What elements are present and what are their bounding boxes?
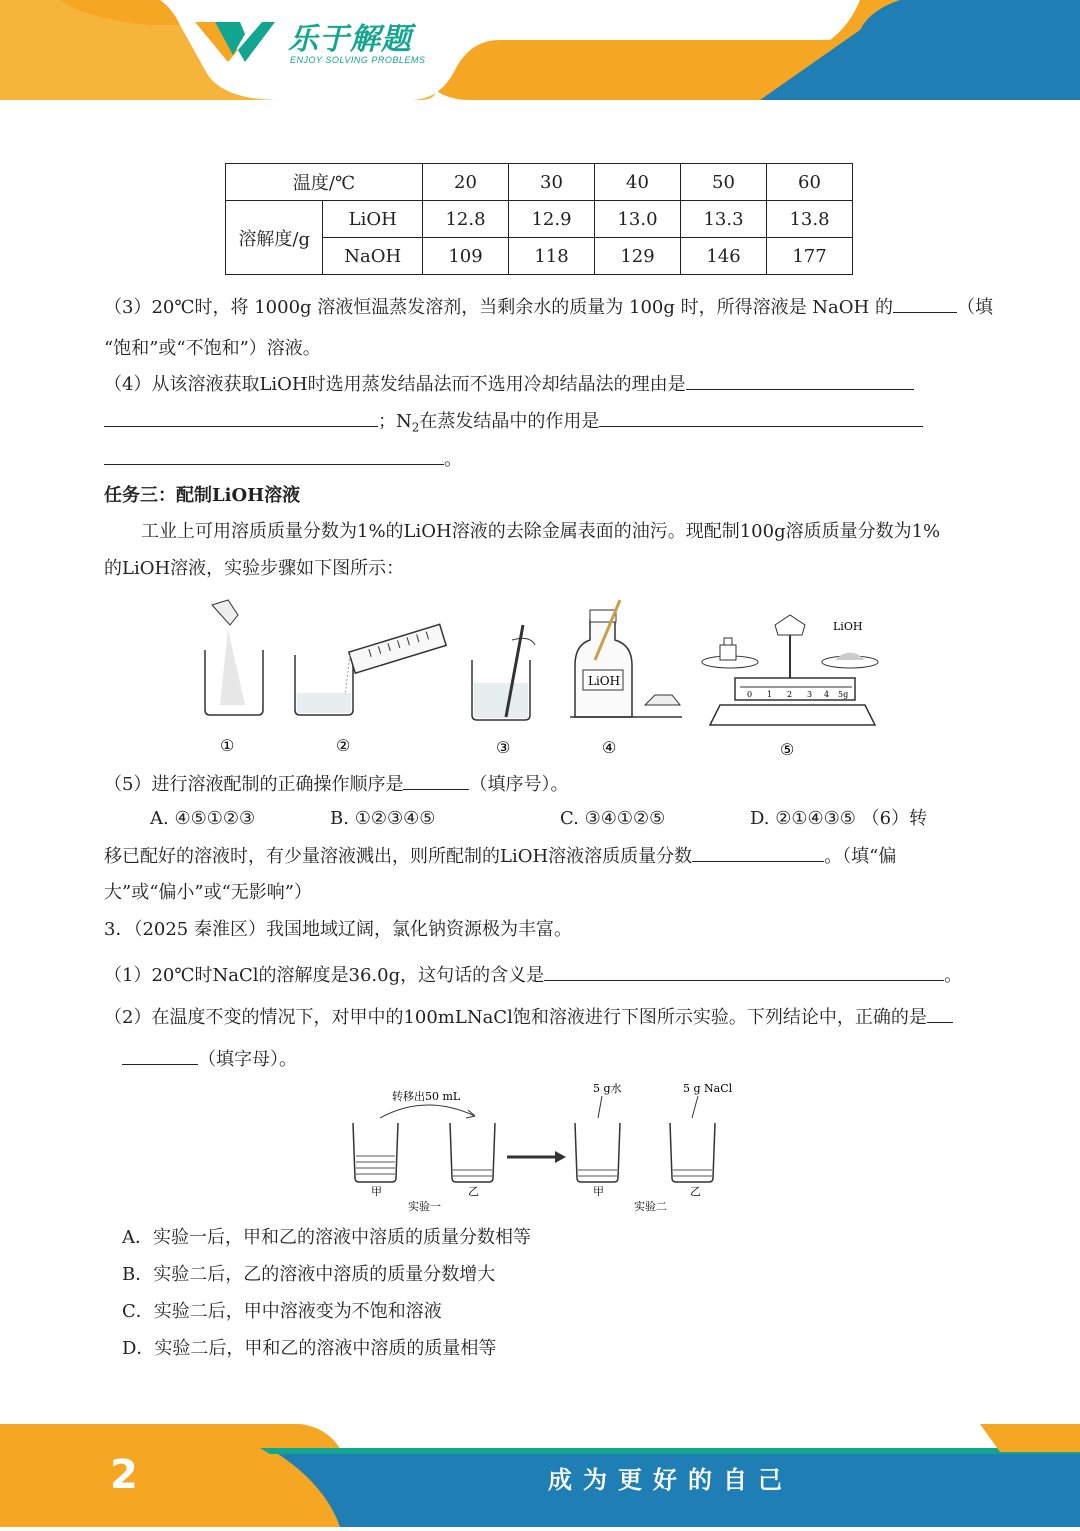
scale-tick: 4 — [824, 690, 830, 699]
table-cell: 177 — [767, 238, 853, 275]
option-text: ④⑤①②③ — [174, 808, 256, 829]
q6-line3: 大”或“偏小”或“无影响”） — [104, 882, 313, 903]
fig-label: ⑤ — [780, 740, 795, 759]
fig-label: ① — [220, 736, 235, 755]
page-header — [0, 0, 1080, 110]
nacl-label: 5 g NaCl — [683, 1082, 733, 1095]
logo-subtitle: ENJOY SOLVING PROBLEMS — [290, 55, 426, 65]
q6-text-end: 。（填“偏 — [824, 846, 897, 867]
table-cell: 13.3 — [681, 201, 767, 238]
q5-option-a[interactable] — [150, 808, 255, 830]
problem3-sub2-line2 — [122, 1048, 297, 1071]
q3-line2: “饱和”或“不饱和”）溶液。 — [104, 338, 321, 359]
q4-line3 — [104, 448, 462, 471]
answer-blank[interactable] — [599, 410, 923, 427]
yi-label: 乙 — [690, 1185, 701, 1198]
problem3-sub1 — [104, 964, 962, 987]
option-text: ②①④③⑤ — [775, 808, 856, 829]
q4-text: （4）从该溶液获取LiOH时选用蒸发结晶法而不选用冷却结晶法的理由是 — [104, 374, 686, 395]
period: 。 — [944, 965, 963, 986]
balance — [702, 615, 878, 759]
nacl-experiment-figure — [340, 1078, 740, 1218]
row-name: NaOH — [323, 238, 423, 275]
q3-text: （3）20℃时，将 1000g 溶液恒温蒸发溶剂，当剩余水的质量为 100g 时，所得溶液是 NaOH 的 — [104, 297, 893, 318]
q6-line2 — [104, 845, 896, 868]
answer-blank[interactable] — [893, 296, 957, 313]
fig-label: ④ — [602, 738, 617, 757]
answer-blank[interactable] — [692, 845, 824, 862]
answer-blank[interactable] — [122, 1048, 198, 1065]
beaker-pour-water — [295, 624, 446, 755]
footer-slogan: 成为更好的自己 — [548, 1466, 793, 1494]
problem3-sub2 — [104, 1006, 953, 1029]
table-cell: 13.0 — [595, 201, 681, 238]
answer-blank[interactable] — [686, 373, 914, 390]
q5-text: （5）进行溶液配制的正确操作顺序是 — [104, 774, 404, 795]
table-cell: 118 — [509, 238, 595, 275]
option-letter: C. — [560, 808, 579, 829]
table-cell: 12.9 — [509, 201, 595, 238]
temp-cell: 50 — [681, 164, 767, 201]
task3-title: 任务三：配制LiOH溶液 — [104, 485, 301, 506]
q4-line2 — [104, 410, 923, 439]
table-cell: 13.8 — [767, 201, 853, 238]
answer-blank[interactable] — [544, 964, 944, 981]
scale-tick: 3 — [807, 690, 813, 699]
q5-text-end: （填序号）。 — [469, 774, 569, 795]
period: 。 — [444, 449, 462, 470]
option-text: ①②③④⑤ — [354, 808, 436, 829]
problem3-title: 3．（2025 秦淮区）我国地域辽阔，氯化钠资源极为丰富。 — [104, 919, 572, 940]
logo-text: 乐于解题 — [288, 22, 412, 57]
problem3-option-d[interactable]: D．实验二后，甲和乙的溶液中溶质的质量相等 — [122, 1338, 497, 1359]
header-banner — [0, 0, 1080, 110]
q4-text: 在蒸发结晶中的作用是 — [419, 411, 600, 432]
solubility-label: 溶解度/g — [226, 201, 323, 275]
temp-cell: 20 — [423, 164, 509, 201]
q6-start: （6）转 — [861, 808, 928, 829]
q3-line1 — [104, 296, 993, 319]
exp2-label: 实验二 — [634, 1200, 667, 1213]
temp-header: 温度/℃ — [226, 164, 423, 201]
yi-label: 乙 — [468, 1185, 479, 1198]
fig-label: ② — [336, 736, 351, 755]
fig-label: ③ — [496, 738, 511, 757]
sub1-text: （1）20℃时NaCl的溶解度是36.0g，这句话的含义是 — [104, 965, 545, 986]
table-cell: 109 — [423, 238, 509, 275]
balance-label: LiOH — [833, 620, 863, 633]
beaker-stirring — [472, 625, 535, 757]
q6-text: 移已配好的溶液时，有少量溶液溅出，则所配制的LiOH溶液溶质质量分数 — [104, 846, 693, 867]
option-letter: B. — [330, 808, 349, 829]
row-name: LiOH — [323, 201, 423, 238]
temp-cell: 60 — [767, 164, 853, 201]
q5-option-d[interactable] — [750, 808, 927, 830]
problem3-option-a[interactable]: A．实验一后，甲和乙的溶液中溶质的质量分数相等 — [122, 1227, 531, 1248]
transfer-label: 转移出50 mL — [392, 1090, 461, 1103]
reagent-bottle — [570, 600, 682, 757]
lioh-prep-figure — [190, 595, 890, 765]
footer-banner — [0, 1424, 1080, 1527]
page-number: 2 — [110, 1452, 138, 1498]
problem3-option-b[interactable]: B．实验二后，乙的溶液中溶质的质量分数增大 — [122, 1264, 496, 1285]
option-text: ③④①②⑤ — [584, 808, 666, 829]
subscript: 2 — [411, 420, 420, 435]
beaker-pour-powder — [205, 600, 263, 755]
scale-tick: 1 — [767, 690, 773, 699]
table-cell: 146 — [681, 238, 767, 275]
q3-text-end: （填 — [956, 297, 993, 318]
task3-paragraph: 工业上可用溶质质量分数为1%的LiOH溶液的去除金属表面的油污。现配制100g溶质质量分数为1% — [141, 521, 941, 542]
option-letter: D. — [750, 808, 770, 829]
scale-tick: 2 — [787, 690, 793, 699]
option-letter: A. — [150, 808, 169, 829]
jia-label: 甲 — [371, 1185, 382, 1198]
exp1-label: 实验一 — [408, 1200, 441, 1213]
page-footer — [0, 1424, 1080, 1527]
answer-blank[interactable] — [104, 448, 444, 465]
sub2-text: （2）在温度不变的情况下，对甲中的100mLNaCl饱和溶液进行下图所示实验。下列结论中，正确的是 — [104, 1007, 927, 1028]
sub2-text-end: （填字母）。 — [198, 1049, 297, 1070]
answer-blank[interactable] — [403, 773, 469, 790]
scale-tick: 0 — [747, 690, 753, 699]
temp-cell: 30 — [509, 164, 595, 201]
answer-blank[interactable] — [927, 1006, 953, 1023]
table-cell: 129 — [595, 238, 681, 275]
answer-blank[interactable] — [104, 410, 378, 427]
q4-line1 — [104, 373, 914, 396]
bottle-label: LiOH — [588, 674, 621, 688]
jia-label: 甲 — [593, 1185, 604, 1198]
q5-option-c[interactable] — [560, 808, 665, 830]
temp-cell: 40 — [595, 164, 681, 201]
scale-tick: 5g — [838, 690, 849, 699]
problem3-option-c[interactable]: C．实验二后，甲中溶液变为不饱和溶液 — [122, 1301, 442, 1322]
task3-paragraph: 的LiOH溶液，实验步骤如下图所示： — [104, 558, 405, 579]
table-cell: 12.8 — [423, 201, 509, 238]
water-label: 5 g水 — [593, 1082, 622, 1095]
q5-stem — [104, 773, 568, 796]
q4-text: ；N — [378, 411, 412, 432]
q5-option-b[interactable] — [330, 808, 435, 830]
solubility-table — [225, 163, 853, 275]
